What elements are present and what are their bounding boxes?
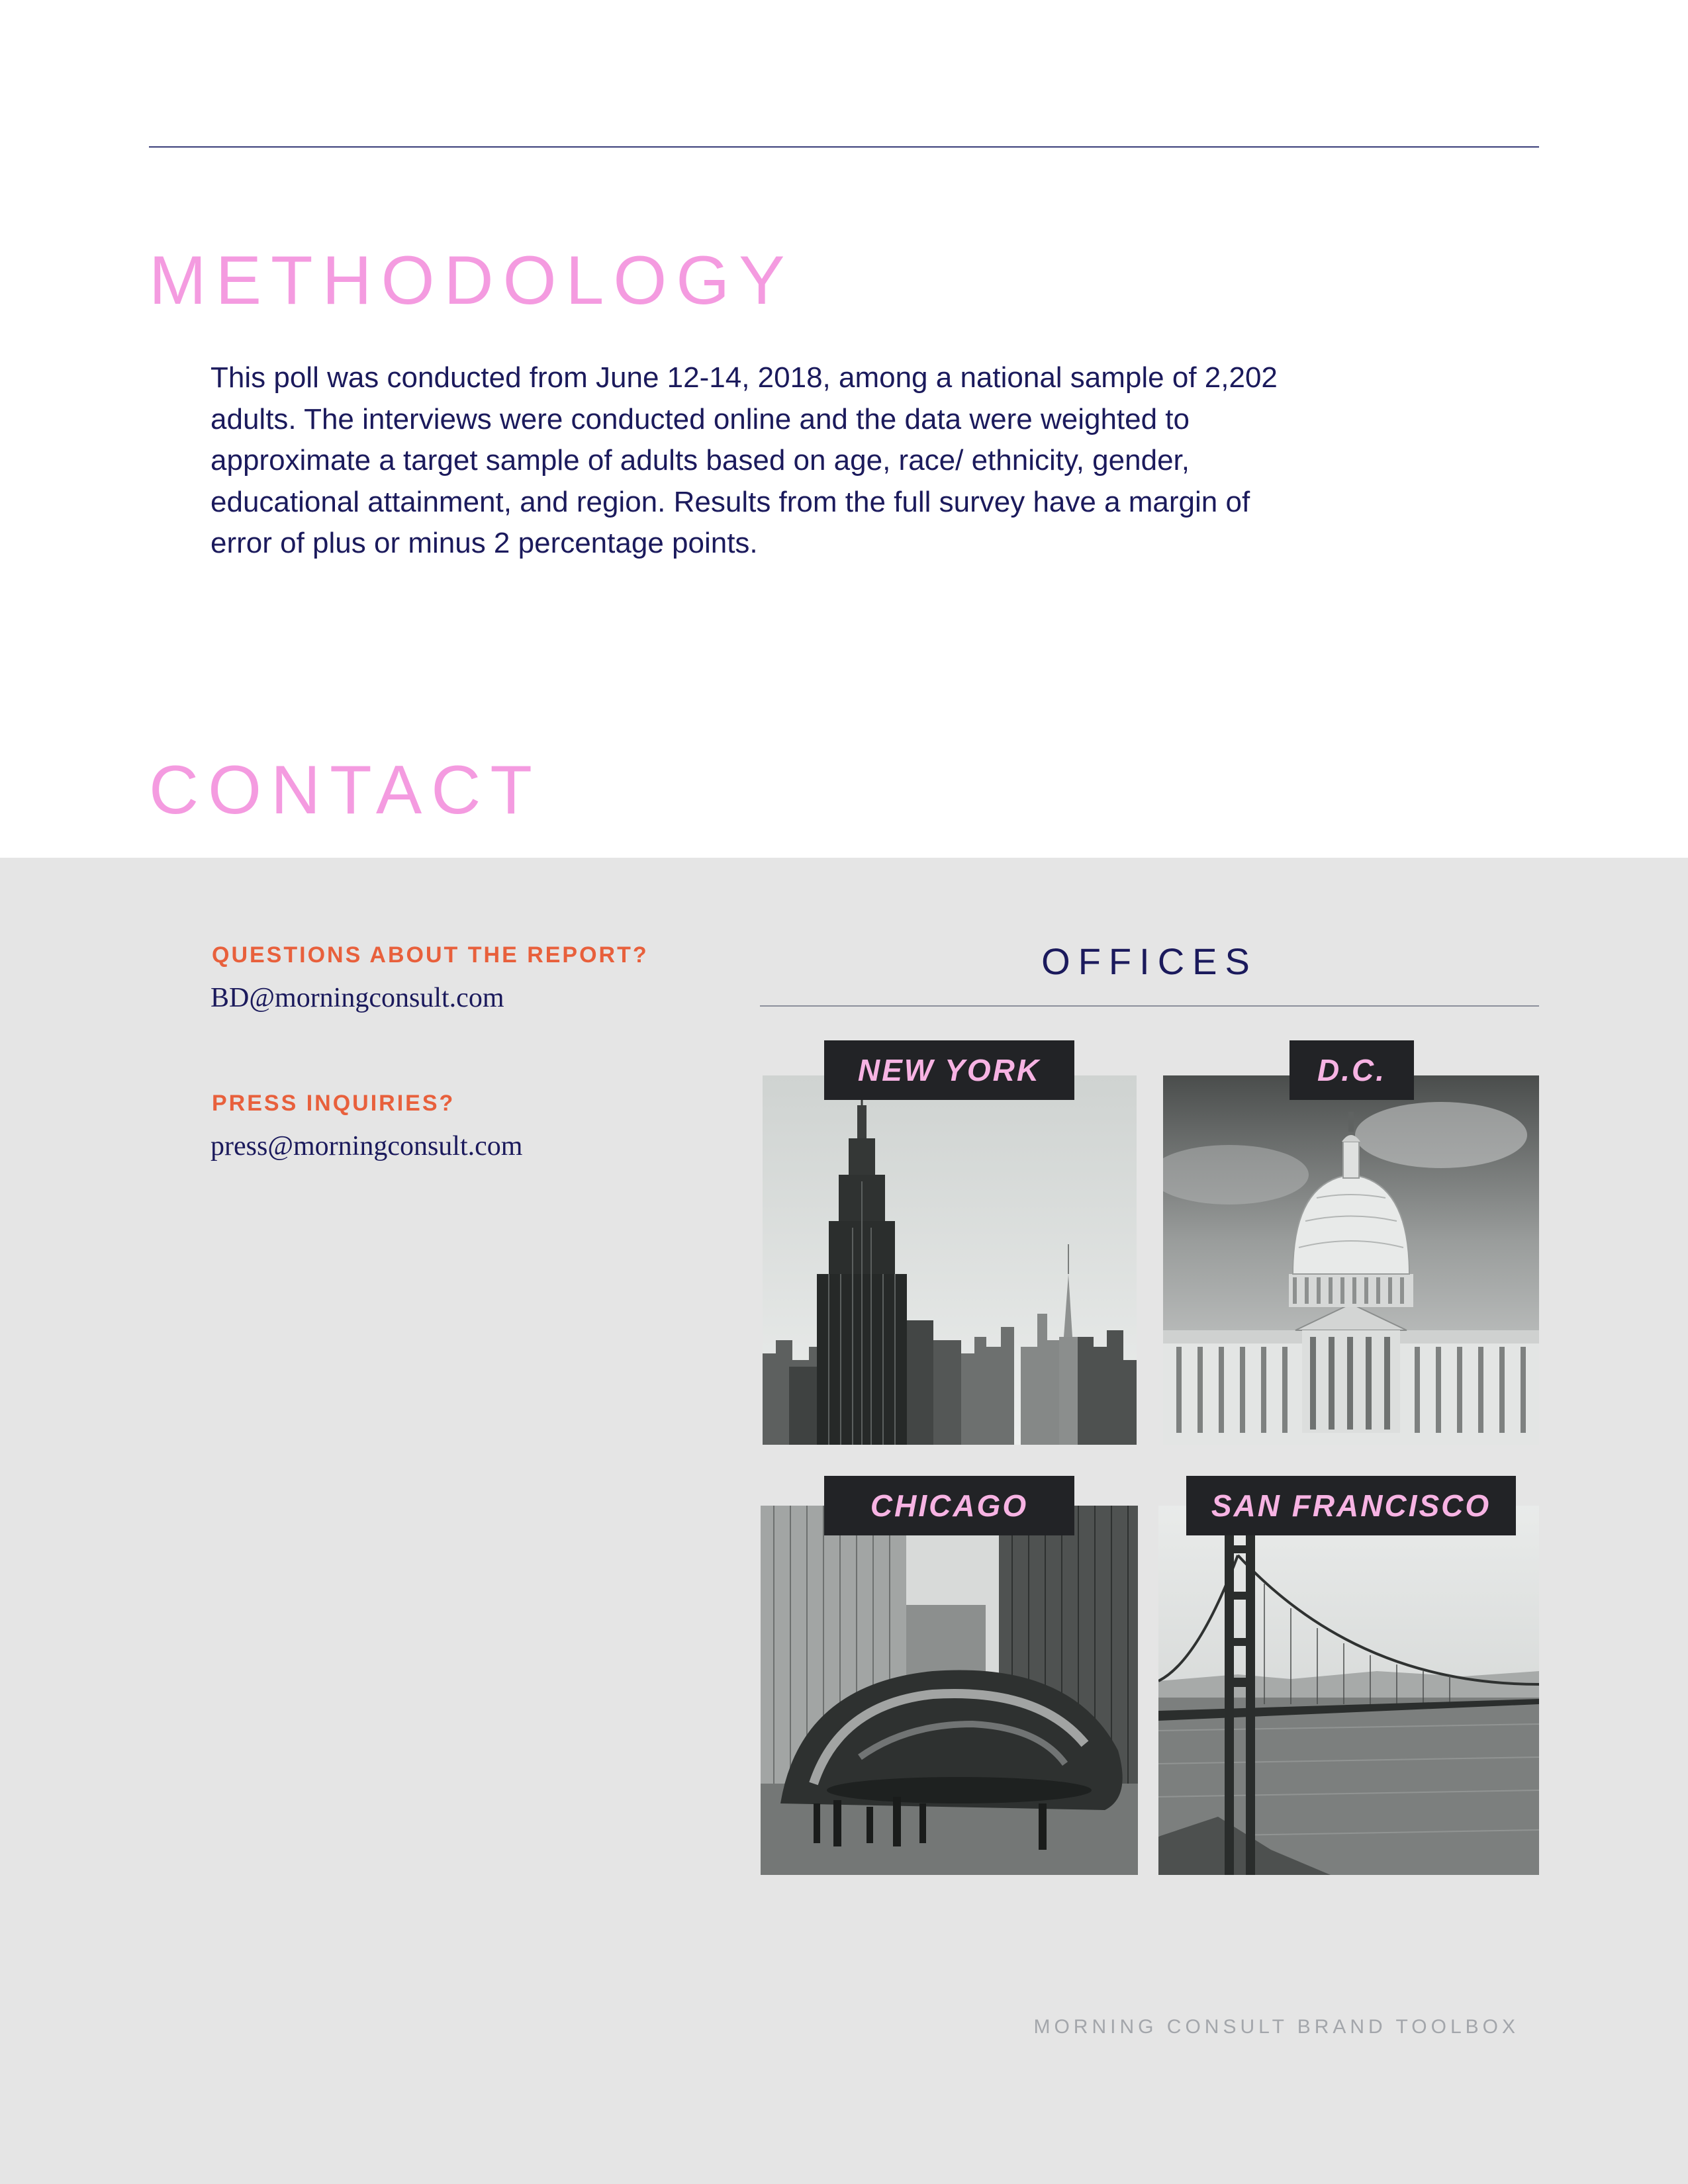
san-francisco-photo <box>1158 1506 1539 1875</box>
city-tag-chicago: CHICAGO <box>824 1476 1074 1535</box>
questions-label: QUESTIONS ABOUT THE REPORT? <box>212 942 649 968</box>
methodology-title: METHODOLOGY <box>149 242 794 319</box>
footer-brand: MORNING CONSULT BRAND TOOLBOX <box>1033 2016 1519 2038</box>
city-tag-dc: D.C. <box>1289 1040 1414 1100</box>
offices-title: OFFICES <box>1041 940 1258 982</box>
offices-divider <box>760 1005 1539 1007</box>
dc-photo <box>1163 1075 1539 1445</box>
contact-title: CONTACT <box>149 752 541 829</box>
top-divider <box>149 146 1539 148</box>
chicago-photo <box>761 1506 1138 1875</box>
city-tag-san-francisco: SAN FRANCISCO <box>1186 1476 1516 1535</box>
press-label: PRESS INQUIRIES? <box>212 1091 455 1116</box>
methodology-body: This poll was conducted from June 12-14, 2018, among a national sample of 2,202 adults. The interviews were conducted online and the data were weighted to approximate a target sample of adults based on age, race/ ethnicity, gender, educational attainment, and region. Results from the full survey have a margin of error of plus or minus 2 percentage points. <box>211 361 1278 559</box>
press-email-link[interactable]: press@morningconsult.com <box>211 1131 523 1161</box>
city-tag-new-york: NEW YORK <box>824 1040 1074 1100</box>
questions-email-link[interactable]: BD@morningconsult.com <box>211 983 504 1013</box>
new-york-photo <box>763 1075 1137 1445</box>
